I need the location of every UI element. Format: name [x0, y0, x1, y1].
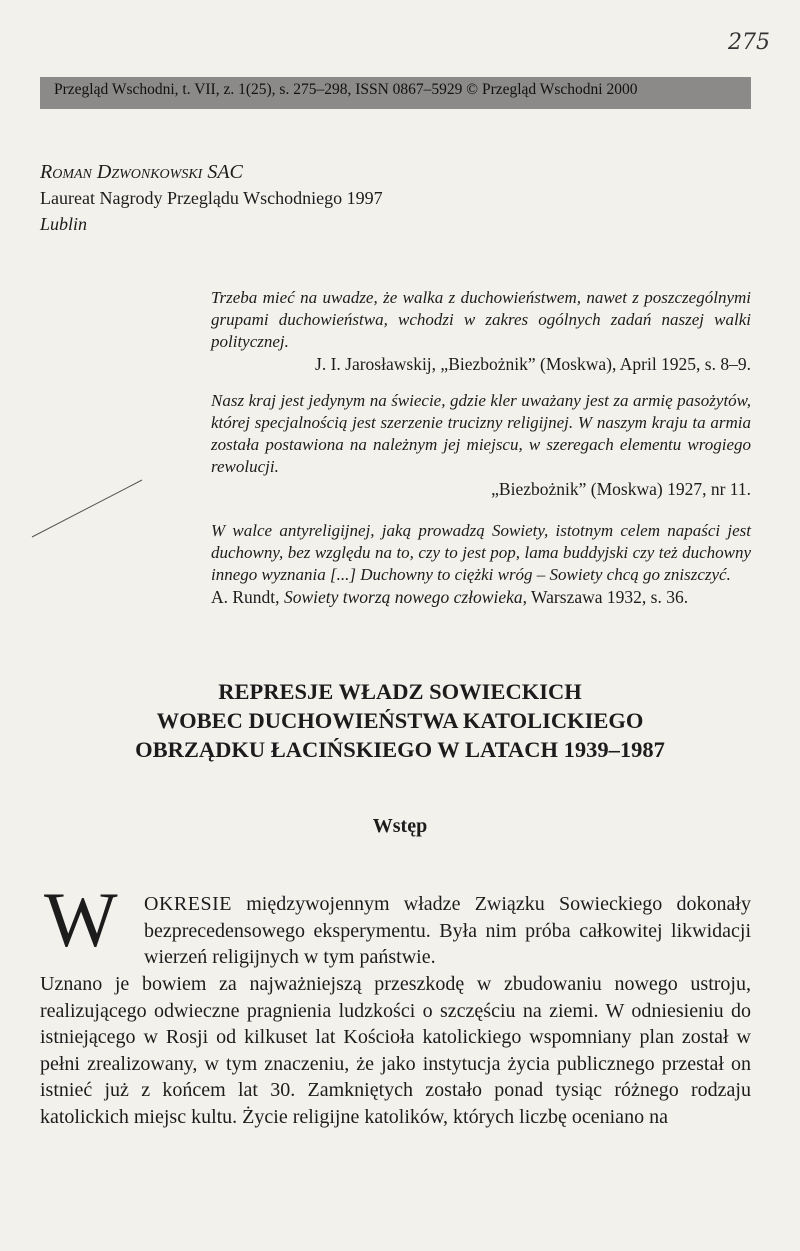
body-paragraph: Uznano je bowiem za najważniejszą przeszkodę w zbudowaniu nowego ustroju, realizującego odwieczne pragnienia ludzkości o szczęściu na ziemi. W odniesieniu do istniejącego w Rosji od kilkuset lat Kościoła katolickiego wspomniany plan został w pełni zrealizowany, w tym znaczeniu, że jako instytucja życia publicznego przestał on istnieć już z końcem lat 30. Zamkniętych zostało ponad tysiąc różnego rodzaju katolickich miejsc kultu. Życie religijne katolików, których liczbę oceniano na	[40, 973, 751, 1128]
title-line: WOBEC DUCHOWIEŃSTWA KATOLICKIEGO	[156, 708, 644, 733]
journal-citation: Przegląd Wschodni, t. VII, z. 1(25), s. 275–298, ISSN 0867–5929 © Przegląd Wschodni 2000	[54, 81, 638, 98]
drop-cap: W	[44, 876, 118, 963]
author-city: Lublin	[40, 214, 88, 234]
epigraph-quote: Nasz kraj jest jedynym na świecie, gdzie kler uważany jest za armię pasożytów, której specjalnością jest szerzenie trucizny religijnej. W naszym kraju ta armia została postawiona na należnym jej miejscu, w szeregach elementu wrogiego rewolucji.	[211, 391, 751, 476]
author-award: Laureat Nagrody Przeglądu Wschodniego 1997	[40, 188, 383, 208]
epigraph-source: J. I. Jarosławskij, „Biezbożnik” (Moskwa), April 1925, s. 8–9.	[315, 354, 751, 374]
epigraph-source-title: Sowiety tworzą nowego człowieka	[283, 587, 523, 607]
lead-text: międzywojennym władze Związku Sowieckiego dokonały bezprecedensowego eksperymentu. Była nim próba całkowitej likwidacji wierzeń religijnych w tym państwie.	[144, 893, 751, 968]
section-heading: Wstęp	[372, 815, 428, 837]
pencil-stroke	[32, 480, 142, 537]
epigraph-source-author: A. Rundt,	[211, 587, 284, 607]
epigraph-source-rest: , Warszawa 1932, s. 36.	[522, 587, 689, 607]
lead-smallcaps: OKRESIE	[144, 893, 232, 915]
page-number: 275	[728, 30, 770, 55]
epigraph-quote: Trzeba mieć na uwadze, że walka z duchowieństwem, nawet z poszczególnymi grupami duchowieństwa, wchodzi w zakres ogólnych zadań naszej walki politycznej.	[211, 288, 751, 351]
title-line: OBRZĄDKU ŁACIŃSKIEGO W LATACH 1939–1987	[135, 737, 665, 762]
title-line: REPRESJE WŁADZ SOWIECKICH	[218, 679, 582, 704]
epigraph-quote: W walce antyreligijnej, jaką prowadzą Sowiety, istotnym celem napaści jest duchowny, bez względu na to, czy to jest pop, lama buddyjski czy też duchowny innego wyznania [...] Duchowny to ciężki wróg – Sowiety chcą go zniszczyć.	[211, 521, 751, 584]
epigraph-source: „Biezbożnik” (Moskwa) 1927, nr 11.	[491, 479, 751, 499]
author-name: Roman Dzwonkowski SAC	[40, 161, 243, 183]
